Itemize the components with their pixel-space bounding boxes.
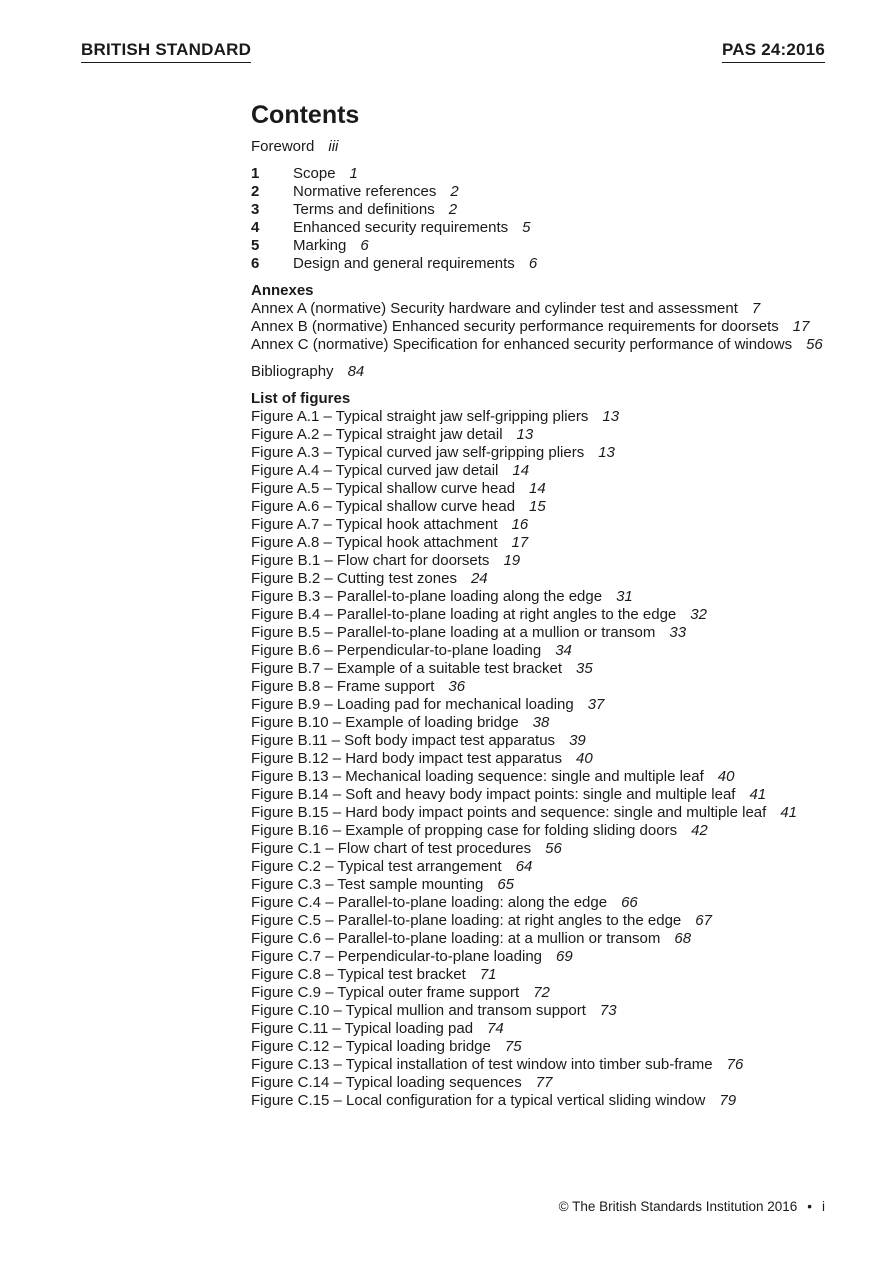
toc-figure-entry bbox=[251, 426, 831, 444]
toc-figure-entry bbox=[251, 1038, 831, 1056]
toc-entry-label: Figure A.6 – Typical shallow curve head bbox=[251, 498, 516, 515]
toc-entry-page: 68 bbox=[674, 930, 692, 947]
toc-figure-entry bbox=[251, 786, 831, 804]
toc-entry-page: 17 bbox=[792, 318, 810, 335]
toc-entry-label: Figure B.3 – Parallel-to-plane loading along the edge bbox=[251, 588, 603, 605]
toc-entry-label: Figure C.5 – Parallel-to-plane loading: at right angles to the edge bbox=[251, 912, 682, 929]
toc-entry-label: Design and general requirements bbox=[293, 255, 515, 272]
toc-entry-label: Figure C.3 – Test sample mounting bbox=[251, 876, 484, 893]
toc-entry-label: Figure A.1 – Typical straight jaw self-gripping pliers bbox=[251, 408, 589, 425]
toc-entry-label: Figure B.11 – Soft body impact test apparatus bbox=[251, 732, 556, 749]
clause-number: 1 bbox=[251, 165, 260, 182]
toc-figure-entry bbox=[251, 822, 831, 840]
toc-figure-entry bbox=[251, 966, 831, 984]
toc-entry-page: 73 bbox=[599, 1002, 617, 1019]
toc-entry-label: Figure C.14 – Typical loading sequences bbox=[251, 1074, 522, 1091]
toc-entry-page: 14 bbox=[529, 480, 546, 497]
toc-entry-page: 5 bbox=[522, 219, 531, 236]
toc-entry-page: 64 bbox=[515, 858, 533, 875]
clause-number: 4 bbox=[251, 219, 260, 236]
toc-clause-entry bbox=[251, 183, 831, 201]
toc-entry-label: Figure B.7 – Example of a suitable test bracket bbox=[251, 660, 562, 677]
toc-entry-foreword bbox=[251, 138, 831, 156]
toc-entry-label: Figure C.15 – Local configuration for a typical vertical sliding window bbox=[251, 1092, 706, 1109]
toc-entry-label: Terms and definitions bbox=[293, 201, 435, 218]
toc-entry-label: Figure A.2 – Typical straight jaw detail bbox=[251, 426, 503, 443]
page-title: Contents bbox=[251, 101, 360, 129]
toc-figure-entry bbox=[251, 678, 831, 696]
toc-entry-label: Figure B.15 – Hard body impact points and sequence: single and multiple leaf bbox=[251, 804, 767, 821]
header-standard-label: BRITISH STANDARD bbox=[81, 40, 251, 63]
toc-annex-entry bbox=[251, 336, 831, 354]
toc-entry-label: Figure C.4 – Parallel-to-plane loading: along the edge bbox=[251, 894, 608, 911]
toc-entry-bibliography bbox=[251, 363, 831, 381]
toc-figure-entry bbox=[251, 408, 831, 426]
toc-figure-entry bbox=[251, 876, 831, 894]
table-of-contents bbox=[251, 100, 831, 1110]
bullet-icon: • bbox=[807, 1199, 812, 1214]
toc-entry-page: iii bbox=[328, 138, 339, 155]
toc-figure-entry bbox=[251, 606, 831, 624]
toc-entry-label: Enhanced security requirements bbox=[293, 219, 509, 236]
toc-entry-page: 66 bbox=[621, 894, 638, 911]
toc-entry-page: 41 bbox=[749, 786, 767, 803]
toc-figure-entry bbox=[251, 732, 831, 750]
toc-figure-entry bbox=[251, 1020, 831, 1038]
toc-entry-label: Figure C.2 – Typical test arrangement bbox=[251, 858, 502, 875]
toc-entry-label: Bibliography bbox=[251, 363, 334, 380]
toc-entry-page: 79 bbox=[719, 1092, 737, 1109]
toc-entry-label: Figure B.12 – Hard body impact test apparatus bbox=[251, 750, 563, 767]
toc-entry-page: 37 bbox=[587, 696, 605, 713]
toc-figure-entry bbox=[251, 570, 831, 588]
toc-entry-page: 19 bbox=[503, 552, 521, 569]
toc-entry-page: 2 bbox=[450, 183, 459, 200]
clause-number: 6 bbox=[251, 255, 260, 272]
toc-clause-entry bbox=[251, 219, 831, 237]
toc-entry-page: 14 bbox=[512, 462, 530, 479]
toc-figure-entry bbox=[251, 858, 831, 876]
toc-entry-label: Figure C.7 – Perpendicular-to-plane loading bbox=[251, 948, 543, 965]
figure-list bbox=[251, 408, 831, 1110]
toc-entry-label: Figure B.14 – Soft and heavy body impact points: single and multiple leaf bbox=[251, 786, 736, 803]
toc-figure-entry bbox=[251, 984, 831, 1002]
toc-entry-page: 39 bbox=[569, 732, 586, 749]
toc-entry-page: 1 bbox=[349, 165, 358, 182]
footer-copyright: © The British Standards Institution 2016 bbox=[558, 1199, 798, 1214]
toc-entry-label: Figure B.4 – Parallel-to-plane loading at right angles to the edge bbox=[251, 606, 677, 623]
toc-figure-entry bbox=[251, 498, 831, 516]
toc-figure-entry bbox=[251, 696, 831, 714]
toc-entry-label: Figure C.11 – Typical loading pad bbox=[251, 1020, 474, 1037]
toc-figure-entry bbox=[251, 588, 831, 606]
toc-entry-page: 13 bbox=[602, 408, 620, 425]
toc-entry-label: Figure B.6 – Perpendicular-to-plane loading bbox=[251, 642, 542, 659]
toc-entry-page: 17 bbox=[511, 534, 529, 551]
toc-entry-label: Figure B.13 – Mechanical loading sequence: single and multiple leaf bbox=[251, 768, 704, 785]
annex-list bbox=[251, 300, 831, 354]
toc-entry-page: 71 bbox=[479, 966, 497, 983]
toc-entry-label: Figure B.9 – Loading pad for mechanical loading bbox=[251, 696, 574, 713]
toc-entry-label: Figure C.9 – Typical outer frame support bbox=[251, 984, 520, 1001]
toc-entry-label: Figure C.12 – Typical loading bridge bbox=[251, 1038, 491, 1055]
toc-annex-entry bbox=[251, 318, 831, 336]
toc-clause-entry bbox=[251, 237, 831, 255]
toc-figure-entry bbox=[251, 444, 831, 462]
clause-number: 2 bbox=[251, 183, 260, 200]
toc-entry-page: 40 bbox=[717, 768, 735, 785]
toc-entry-page: 38 bbox=[532, 714, 550, 731]
toc-entry-page: 77 bbox=[535, 1074, 553, 1091]
toc-entry-page: 13 bbox=[516, 426, 534, 443]
toc-entry-page: 34 bbox=[555, 642, 572, 659]
toc-entry-page: 72 bbox=[533, 984, 550, 1001]
toc-entry-page: 16 bbox=[511, 516, 529, 533]
toc-entry-label: Figure B.8 – Frame support bbox=[251, 678, 435, 695]
toc-entry-page: 76 bbox=[726, 1056, 744, 1073]
toc-entry-label: Figure C.13 – Typical installation of test window into timber sub-frame bbox=[251, 1056, 713, 1073]
toc-figure-entry bbox=[251, 750, 831, 768]
toc-entry-page: 65 bbox=[497, 876, 515, 893]
toc-clause-entry bbox=[251, 255, 831, 273]
toc-entry-label: Figure B.16 – Example of propping case for folding sliding doors bbox=[251, 822, 678, 839]
toc-figure-entry bbox=[251, 516, 831, 534]
toc-entry-page: 31 bbox=[616, 588, 633, 605]
toc-entry-label: Figure C.8 – Typical test bracket bbox=[251, 966, 466, 983]
toc-figure-entry bbox=[251, 552, 831, 570]
clause-list bbox=[251, 165, 831, 273]
toc-figure-entry bbox=[251, 534, 831, 552]
toc-figure-entry bbox=[251, 948, 831, 966]
toc-entry-page: 67 bbox=[695, 912, 712, 929]
toc-entry-label: Figure B.2 – Cutting test zones bbox=[251, 570, 457, 587]
toc-entry-page: 6 bbox=[360, 237, 369, 254]
page-number: i bbox=[822, 1199, 825, 1214]
toc-entry-page: 69 bbox=[556, 948, 573, 965]
toc-entry-page: 24 bbox=[470, 570, 488, 587]
toc-entry-label: Figure A.7 – Typical hook attachment bbox=[251, 516, 498, 533]
toc-entry-page: 33 bbox=[669, 624, 687, 641]
toc-entry-label: Figure A.8 – Typical hook attachment bbox=[251, 534, 498, 551]
toc-entry-page: 42 bbox=[691, 822, 708, 839]
toc-figure-entry bbox=[251, 480, 831, 498]
toc-entry-label: Figure B.5 – Parallel-to-plane loading at a mullion or transom bbox=[251, 624, 656, 641]
toc-figure-entry bbox=[251, 840, 831, 858]
toc-figure-entry bbox=[251, 804, 831, 822]
toc-figure-entry bbox=[251, 912, 831, 930]
toc-entry-label: Marking bbox=[293, 237, 347, 254]
toc-figure-entry bbox=[251, 660, 831, 678]
toc-entry-page: 35 bbox=[576, 660, 593, 677]
toc-figure-entry bbox=[251, 714, 831, 732]
toc-entry-label: Figure A.5 – Typical shallow curve head bbox=[251, 480, 516, 497]
toc-entry-label: Figure C.1 – Flow chart of test procedures bbox=[251, 840, 532, 857]
toc-figure-entry bbox=[251, 894, 831, 912]
toc-entry-label: Annex B (normative) Enhanced security performance requirements for doorsets bbox=[251, 318, 779, 335]
toc-entry-label: Annex C (normative) Specification for enhanced security performance of windows bbox=[251, 336, 793, 353]
clause-number: 3 bbox=[251, 201, 260, 218]
clause-number: 5 bbox=[251, 237, 260, 254]
toc-figure-entry bbox=[251, 624, 831, 642]
toc-entry-label: Figure B.1 – Flow chart for doorsets bbox=[251, 552, 490, 569]
toc-entry-page: 75 bbox=[504, 1038, 522, 1055]
toc-figure-entry bbox=[251, 642, 831, 660]
toc-entry-page: 36 bbox=[448, 678, 466, 695]
annexes-heading: Annexes bbox=[251, 282, 314, 299]
figures-heading: List of figures bbox=[251, 390, 351, 407]
toc-entry-label: Figure B.10 – Example of loading bridge bbox=[251, 714, 519, 731]
toc-entry-label: Figure A.4 – Typical curved jaw detail bbox=[251, 462, 499, 479]
toc-figure-entry bbox=[251, 768, 831, 786]
toc-entry-label: Figure C.6 – Parallel-to-plane loading: at a mullion or transom bbox=[251, 930, 661, 947]
toc-entry-page: 84 bbox=[347, 363, 365, 380]
toc-entry-label: Figure C.10 – Typical mullion and transom support bbox=[251, 1002, 586, 1019]
toc-entry-label: Normative references bbox=[293, 183, 437, 200]
toc-entry-page: 6 bbox=[528, 255, 538, 272]
toc-entry-page: 74 bbox=[487, 1020, 504, 1037]
toc-clause-entry bbox=[251, 165, 831, 183]
toc-figure-entry bbox=[251, 930, 831, 948]
toc-entry-page: 15 bbox=[529, 498, 546, 515]
toc-clause-entry bbox=[251, 201, 831, 219]
toc-entry-page: 41 bbox=[780, 804, 797, 821]
toc-figure-entry bbox=[251, 1092, 831, 1110]
toc-entry-page: 56 bbox=[806, 336, 823, 353]
toc-entry-label: Scope bbox=[293, 165, 336, 182]
toc-entry-page: 40 bbox=[576, 750, 593, 767]
header-document-code: PAS 24:2016 bbox=[722, 40, 825, 63]
toc-entry-page: 13 bbox=[598, 444, 615, 461]
toc-annex-entry bbox=[251, 300, 831, 318]
toc-entry-page: 32 bbox=[690, 606, 707, 623]
toc-entry-label: Foreword bbox=[251, 138, 315, 155]
page-footer bbox=[559, 1199, 825, 1215]
toc-figure-entry bbox=[251, 1074, 831, 1092]
toc-entry-page: 2 bbox=[448, 201, 458, 218]
toc-entry-page: 7 bbox=[751, 300, 761, 317]
toc-figure-entry bbox=[251, 462, 831, 480]
toc-figure-entry bbox=[251, 1002, 831, 1020]
toc-entry-label: Annex A (normative) Security hardware and cylinder test and assessment bbox=[251, 300, 738, 317]
toc-entry-page: 56 bbox=[545, 840, 562, 857]
toc-entry-label: Figure A.3 – Typical curved jaw self-gripping pliers bbox=[251, 444, 585, 461]
toc-figure-entry bbox=[251, 1056, 831, 1074]
